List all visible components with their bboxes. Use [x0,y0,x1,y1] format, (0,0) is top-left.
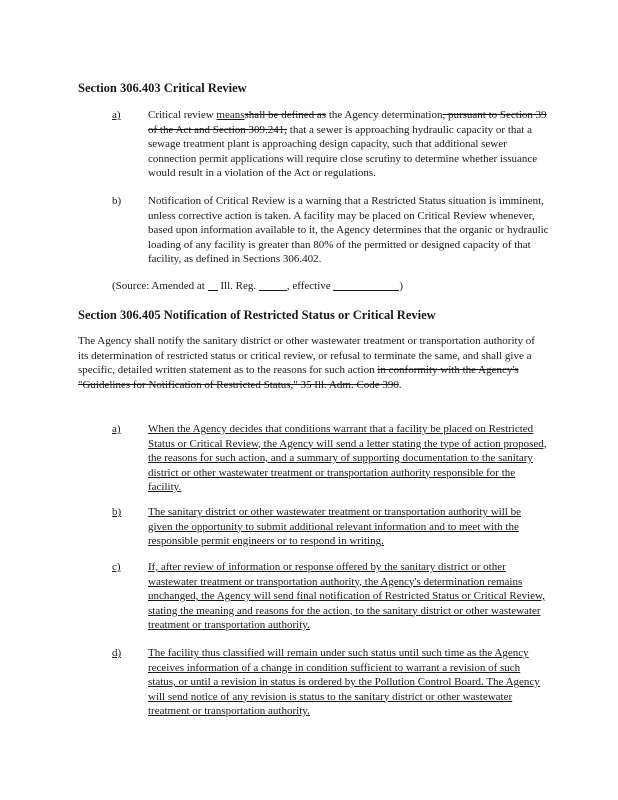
item-label: b) [112,195,122,207]
item-text: Critical review meansshall be defined as the Agency determination, pursuant to Section 39 of the Act and Section 309.241, that a sewer is approaching hydraulic capacity or that a sewage treatment plant is approaching design capacity, such that additional sewer connection permit applications will require close scrutiny to determine whether issuance would result in a violation of the Act or regulations. [148,109,547,179]
item-text: The sanitary district or other wastewater treatment or transportation authority will be given the opportunity to submit additional relevant information and to meet with the responsible permit engineers or to respond in writing. [148,506,521,547]
section-405-intro: The Agency shall notify the sanitary district or other wastewater treatment or transportation authority of its determination of restricted status or critical review, or refusal to terminate the same, and shall give a specific, detailed written statement as to the reasons for such action in conformity with the Agency's "Guidelines for Notification of Restricted Status," 35 Ill. Adm. Code 390. [78,335,535,391]
item-label: a) [112,423,121,435]
section-405-item-d [112,646,548,719]
item-text: When the Agency decides that conditions warrant that a facility be placed on Restricted Status or Critical Review, the Agency will send a letter stating the type of action proposed, the reasons for such action, and a summary of supporting documentation to the sanitary district or other wastewater treatment or transportation authority responsible for the facility. [148,423,547,493]
item-label: d) [112,647,122,659]
deleted-text: , pursuant to Section 39 of the Act and Section 309.241, [148,109,547,136]
deleted-text: in conformity with the Agency's "Guidelines for Notification of Restricted Status," 35 Ill. Adm. Code 390 [78,364,519,391]
item-text: The facility thus classified will remain under such status until such time as the Agency receives information of a change in condition sufficient to warrant a revision of such status, or until a revision in status is ordered by the Pollution Control Board. The Agency will send notice of any revision is status to the sanitary district or other wastewater treatment or transportation authority. [148,647,540,717]
item-label: a) [112,109,121,121]
section-405-item-c [112,560,548,633]
section-403-item-a [112,108,552,181]
section-403-item-b [112,194,552,267]
section-405-item-b [112,505,548,549]
section-403-heading: Section 306.403 Critical Review [78,81,247,95]
item-text: Notification of Critical Review is a warning that a Restricted Status situation is imminent, unless corrective action is taken. A facility may be placed on Critical Review whenever, based upon information available to it, the Agency determines that the organic or hydraulic loading of any facility is greater than 80% of the permitted or designed capacity of that facility, as defined in Sections 306.402. [148,195,549,265]
item-text: If, after review of information or response offered by the sanitary district or other wastewater treatment or transportation authority, the Agency's determination remains unchanged, the Agency will send final notification of Restricted Status or Critical Review, stating the meaning and reasons for the action, to the sanitary district or other wastewater treatment or transportation authority. [148,561,546,631]
inserted-text: means [216,109,245,121]
item-label: b) [112,506,122,518]
source-note: (Source: Amended at Ill. Reg. , effective ) [112,280,404,292]
section-405-item-a [112,422,548,495]
section-405-heading: Section 306.405 Notification of Restricted Status or Critical Review [78,308,436,322]
item-label: c) [112,561,121,573]
deleted-text: shall be defined as [244,109,327,121]
